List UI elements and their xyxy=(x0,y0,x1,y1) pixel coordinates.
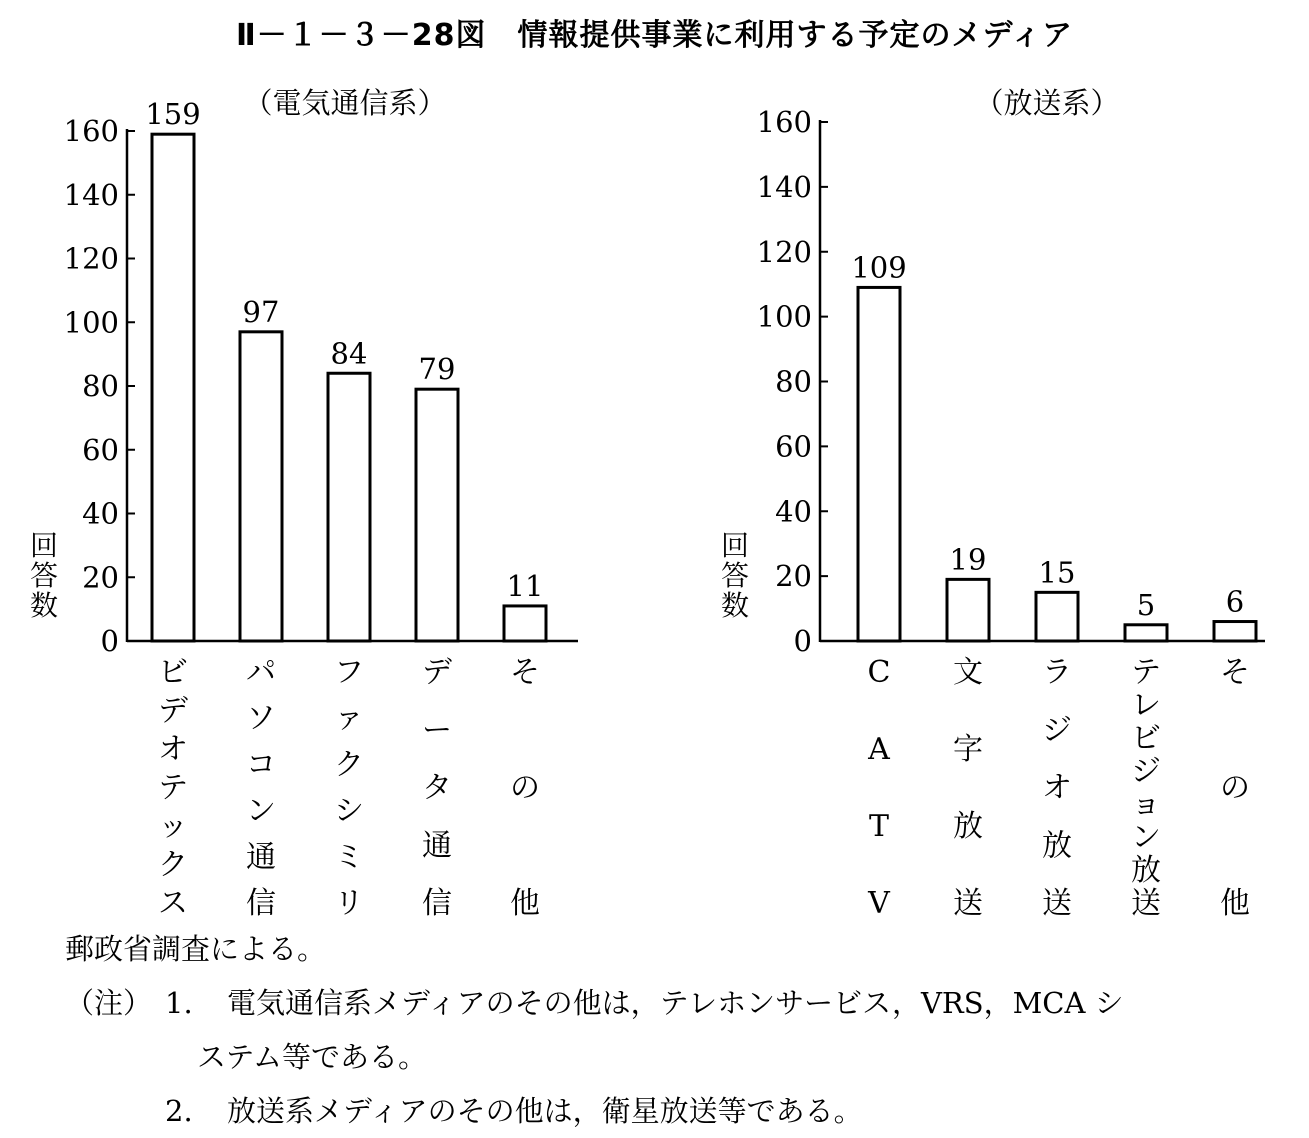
chart-broadcast-y-axis-label-char: 数 xyxy=(720,589,750,622)
chart-telecom-y-tick-label: 60 xyxy=(82,432,119,467)
chart-broadcast-y-axis-label-char: 答 xyxy=(720,559,750,592)
chart-broadcast-y-tick-label: 40 xyxy=(775,494,812,529)
chart-broadcast-category-label-char: 他 xyxy=(1220,886,1250,920)
chart-telecom-category-label-char: シ xyxy=(334,793,364,829)
chart-broadcast-category-label-char: ョ xyxy=(1131,787,1161,822)
chart-telecom-category-label-char: デ xyxy=(422,655,452,690)
note-prefix: （注） xyxy=(65,986,153,1020)
chart-telecom-category-label-char: ス xyxy=(158,886,188,920)
chart-telecom-y-tick-label: 160 xyxy=(63,114,119,148)
note-item-2 xyxy=(65,1084,1124,1138)
chart-telecom-category-label-char: 通 xyxy=(246,839,276,875)
chart-telecom-category-label-char: ァ xyxy=(334,701,364,737)
chart-telecom-category-label-char: の xyxy=(510,770,540,806)
chart-broadcast-bar xyxy=(1214,622,1256,641)
note-item-1-continuation xyxy=(65,1030,1124,1084)
chart-telecom-category-label-char: ク xyxy=(334,747,364,783)
chart-telecom-y-tick-label: 100 xyxy=(63,305,119,340)
chart-telecom-category-label-char: 他 xyxy=(510,886,540,920)
chart-broadcast-category-label-char: 文 xyxy=(953,655,983,690)
chart-telecom-category-label-char: リ xyxy=(334,886,364,920)
chart-broadcast-category-label-char: A xyxy=(868,732,890,767)
chart-broadcast-y-tick-label: 120 xyxy=(756,234,812,269)
chart-broadcast-bar xyxy=(1036,592,1078,641)
chart-telecom-data-label: 84 xyxy=(330,336,368,371)
chart-broadcast-data-label: 19 xyxy=(949,542,987,577)
chart-telecom-data-label: 79 xyxy=(418,352,456,387)
chart-telecom-category-label-char: コ xyxy=(246,747,276,783)
notes xyxy=(65,922,1124,1138)
note-number-2: 2. xyxy=(165,1094,193,1128)
chart-broadcast-y-tick-label: 20 xyxy=(775,559,812,594)
chart-broadcast-data-label: 109 xyxy=(851,250,907,285)
chart-telecom-category-label-char: 通 xyxy=(422,828,452,864)
chart-telecom-y-tick-label: 20 xyxy=(82,560,119,595)
chart-broadcast-category-label-char: の xyxy=(1220,770,1250,806)
chart-broadcast-category-label-char: 送 xyxy=(1131,886,1161,920)
chart-broadcast-y-tick-label: 60 xyxy=(775,429,812,464)
chart-telecom-bar xyxy=(416,389,458,641)
chart-broadcast-category-label-char: ジ xyxy=(1131,754,1161,789)
chart-broadcast-category-label-char: T xyxy=(868,809,890,844)
chart-telecom-category-label-char: フ xyxy=(334,655,364,690)
chart-broadcast-category-label-char: 送 xyxy=(1042,886,1072,920)
chart-broadcast-data-label: 15 xyxy=(1038,555,1076,590)
chart-broadcast-category-label-char: そ xyxy=(1220,655,1250,690)
chart-broadcast-y-tick-label: 0 xyxy=(793,624,812,658)
chart-telecom-category-label-char: ビ xyxy=(158,655,188,690)
chart-broadcast-category-label-char: レ xyxy=(1131,688,1161,723)
chart-telecom-data-label: 159 xyxy=(145,97,201,132)
chart-telecom-y-tick-label: 120 xyxy=(63,241,119,276)
chart-telecom-category-label-char: パ xyxy=(246,655,276,690)
source-note xyxy=(65,922,1124,976)
chart-telecom-category-label-char: ミ xyxy=(334,839,364,875)
note-text-2: 放送系メディアのその他は，衛星放送等である。 xyxy=(227,1094,863,1128)
chart-broadcast-category-label-char: ン xyxy=(1131,820,1161,855)
chart-telecom-category-label-char: ソ xyxy=(246,701,276,737)
note-item-1 xyxy=(65,976,1124,1030)
chart-telecom-category-label-char: そ xyxy=(510,655,540,690)
chart-broadcast-category-label-char: 放 xyxy=(953,809,983,844)
chart-broadcast-category-label-char: 放 xyxy=(1042,828,1072,864)
chart-broadcast-bar xyxy=(947,579,989,641)
chart-telecom-data-label: 11 xyxy=(506,568,544,603)
chart-telecom-category-label-char: オ xyxy=(158,732,188,767)
chart-broadcast-y-tick-label: 140 xyxy=(756,169,812,204)
chart-telecom-bar xyxy=(504,606,546,641)
note-text-1-continuation: ステム等である。 xyxy=(197,1040,427,1074)
chart-telecom-category-label-char: ー xyxy=(422,712,452,748)
chart-telecom-subtitle: （電気通信系） xyxy=(243,86,447,120)
chart-broadcast-category-label-char: C xyxy=(867,655,891,690)
source-text: 郵政省調査による。 xyxy=(65,932,327,966)
chart-broadcast-category-label-char: ジ xyxy=(1042,712,1072,748)
chart-broadcast-category-label-char: 字 xyxy=(953,732,983,767)
chart-broadcast-category-label-char: 放 xyxy=(1131,853,1161,888)
chart-broadcast-category-label-char: V xyxy=(868,886,890,920)
note-number-1: 1. xyxy=(165,986,193,1020)
chart-broadcast-category-label-char: オ xyxy=(1042,770,1072,806)
chart-broadcast-y-tick-label: 80 xyxy=(775,364,812,399)
chart-broadcast-y-axis-label-char: 回 xyxy=(720,529,750,562)
chart-telecom-data-label: 97 xyxy=(242,294,280,329)
chart-broadcast-category-label-char: ビ xyxy=(1131,721,1161,756)
chart-telecom-y-tick-label: 140 xyxy=(63,177,119,212)
chart-telecom-bar xyxy=(152,134,194,641)
chart-broadcast-data-label: 6 xyxy=(1225,584,1245,619)
chart-telecom-y-tick-label: 80 xyxy=(82,369,119,403)
chart-telecom-category-label-char: デ xyxy=(158,693,188,729)
chart-telecom-category-label-char: タ xyxy=(422,770,452,806)
chart-telecom-category-label-char: テ xyxy=(158,770,188,806)
chart-telecom-bar xyxy=(328,373,370,641)
figure-title: Ⅱ－１－３－28図 情報提供事業に利用する予定のメディア xyxy=(235,18,1074,53)
chart-telecom-y-axis-label-char: 答 xyxy=(29,559,59,592)
chart-broadcast-category-label-char: テ xyxy=(1131,655,1161,690)
chart-telecom-y-tick-label: 40 xyxy=(82,496,119,531)
chart-broadcast-subtitle: （放送系） xyxy=(974,86,1120,120)
chart-broadcast-y-tick-label: 100 xyxy=(756,299,812,334)
chart-telecom-y-axis-label-char: 数 xyxy=(29,589,59,622)
chart-broadcast-bar xyxy=(858,287,900,641)
chart-telecom-category-label-char: ッ xyxy=(158,809,188,844)
chart-telecom-category-label-char: ク xyxy=(158,847,188,883)
chart-telecom-category-label-char: ン xyxy=(246,793,276,829)
chart-telecom-bar xyxy=(240,332,282,641)
chart-broadcast-category-label-char: 送 xyxy=(953,886,983,920)
chart-telecom-category-label-char: 信 xyxy=(246,886,276,920)
note-text-1: 電気通信系メディアのその他は，テレホンサービス，VRS，MCA シ xyxy=(227,986,1124,1020)
chart-telecom-y-axis-label-char: 回 xyxy=(29,529,59,562)
chart-telecom-y-tick-label: 0 xyxy=(100,624,119,658)
chart-broadcast-y-tick-label: 160 xyxy=(756,105,812,139)
chart-broadcast-data-label: 5 xyxy=(1136,587,1156,622)
chart-broadcast-category-label-char: ラ xyxy=(1042,655,1072,690)
chart-telecom-category-label-char: 信 xyxy=(422,886,452,920)
chart-broadcast-bar xyxy=(1125,625,1167,641)
